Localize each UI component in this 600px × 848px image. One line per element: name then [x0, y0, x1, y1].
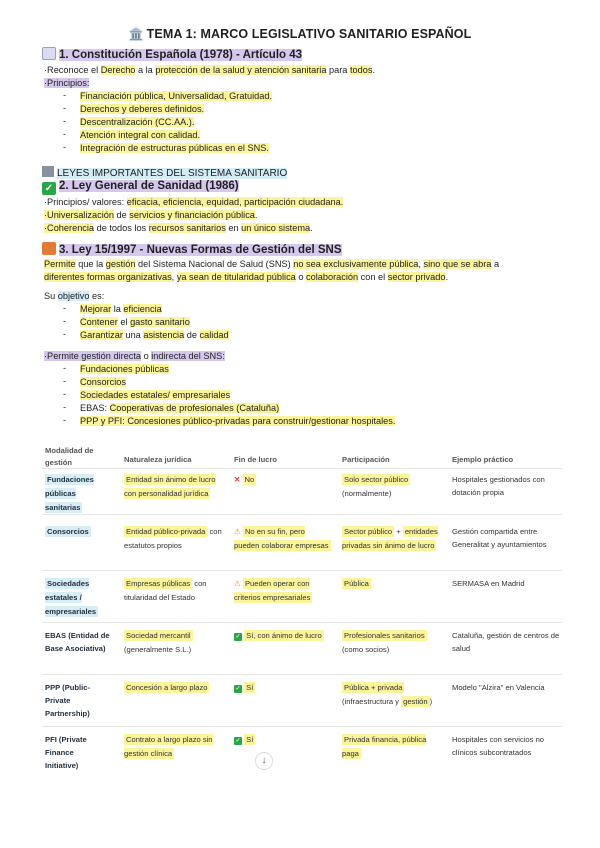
table-cell: Profesionales sanitarios (como socios) — [342, 631, 425, 654]
table-cell: Entidad público-privada con estatutos propios — [124, 527, 222, 550]
bank-icon: 🏛️ — [128, 27, 144, 41]
s3-para-line1: Permite que la gestión del Sistema Nacional de Salud (SNS) no sea exclusivamente pública, sino que se abra a — [44, 259, 500, 269]
table-cell: Sector público + entidades privadas sin ánimo de lucro — [342, 527, 438, 550]
table-cell: Empresas públicas con titularidad del Estado — [124, 579, 207, 602]
table-row: PPP (Public-Private Partnership) — [45, 683, 91, 718]
col-header: Modalidad de gestión — [45, 446, 94, 467]
laws-subheading: LEYES IMPORTANTES DEL SISTEMA SANITARIO — [42, 166, 287, 179]
table-cell: Pública + privada (infraestructura y gestión ) — [342, 683, 433, 706]
warning-icon: ⚠ — [234, 579, 241, 588]
table-row: Consorcios — [47, 527, 89, 536]
col-header: Naturaleza jurídica — [124, 455, 192, 464]
table-row: PFI (Private Finance Initiative) — [45, 735, 87, 770]
arrow-down-icon: ↓ — [261, 755, 267, 766]
s1-principios-label: ·Principios: — [44, 78, 90, 88]
table-cell: SERMASA en Madrid — [452, 579, 525, 588]
table-cell: Hospitales con servicios no clínicos subcontratados — [452, 735, 545, 757]
col-header: Participación — [342, 455, 390, 464]
s1-item: Financiación pública, Universalidad, Gratuidad. — [80, 91, 273, 101]
scale-icon — [42, 166, 54, 177]
calendar-icon — [42, 47, 56, 60]
s3-permite: ·Permite gestión directa o indirecta del SNS: — [44, 351, 225, 361]
table-cell: Modelo "Alzira" en Valencia — [452, 683, 545, 692]
objetivo-item: Garantizar una asistencia de calidad — [80, 330, 229, 340]
s3-para-line2: diferentes formas organizativas, ya sean de titularidad pública o colaboración con el sector privado. — [44, 272, 449, 282]
section-3-heading: 3. Ley 15/1997 - Nuevas Formas de Gestión del SNS — [42, 242, 342, 256]
s1-item: Integración de estructuras públicas en el SNS. — [80, 143, 269, 153]
table-cell: Gestión compartida entre Generalitat y ayuntamientos — [452, 527, 547, 549]
table-cell: ⚠ Pueden operar con criterios empresariales — [234, 579, 311, 602]
form-item: Fundaciones públicas — [80, 364, 169, 374]
col-header: Ejemplo práctico — [452, 455, 514, 464]
s2-line3: ·Coherencia de todos los recursos sanitarios en un único sistema. — [44, 223, 313, 233]
table-cell: ⚠ No en su fin, pero pueden colaborar empresas — [234, 527, 329, 550]
section-2-heading: ✓ 2. Ley General de Sanidad (1986) — [42, 180, 239, 195]
form-item: Consorcios — [80, 377, 126, 387]
objetivo-item: Contener el gasto sanitario — [80, 317, 190, 327]
table-row: Fundaciones públicas sanitarias — [45, 475, 94, 512]
table-cell: Sociedad mercantil (generalmente S.L.) — [124, 631, 192, 654]
s2-line1: ·Principios/ valores: eficacia, eficiencia, equidad, participación ciudadana. — [44, 197, 344, 207]
s1-item: Descentralización (CC.AA.). — [80, 117, 195, 127]
page-title: 🏛️ TEMA 1: MARCO LEGISLATIVO SANITARIO ESPAÑOL — [128, 27, 472, 41]
table-cell: Contrato a largo plazo sin gestión clínica — [124, 735, 213, 758]
document-page: 🏛️ TEMA 1: MARCO LEGISLATIVO SANITARIO ESPAÑOL 1. Constitución Española (1978) - Artículo 43 ·Reconoce el Derecho a la protección de la salud y atención sanitaria para todos. ·Principios: - Financiación pública, Universalidad, Gratuidad. - Derechos y deberes definidos. - Descentralización (CC.AA.). - Atención integral con calidad. - Integración de estructuras públicas en el SNS. LEYES IMPORTANTES DEL SISTEMA SANITARIO ✓ 2. Ley General de Sanidad (1986) ·Principios/ valores: eficacia, eficiencia, equidad, participación ciudadana. ·Universalización de servicios y financiación pública. ·Coherencia de todos los recursos sanitarios en un único sistema. 3. Ley 15/1997 - Nuevas Formas de Gestión del SNS Permite que la gestión del Sistema Nacional de Salud (SNS) no sea exclusivamente pública, sino que se abra a diferentes formas organizativas, ya sean de titularidad pública o colaboración con el sector privado. Su objetivo es: - Mejorar la eficiencia - Contener el gasto sanitario - Garantizar una asistencia de calidad ·Permite gestión directa o indirecta del SNS: - Fundaciones públicas - Consorcios - Sociedades estatales/ empresariales - EBAS: Cooperativas de profesionales (Cataluña) - PPP y PFI: Concesiones público-privadas para construir/gestionar hospitales. Modalidad de gestión Naturaleza jurídica Fin de lucro Participación Ejemplo práctico Fundaciones públicas sanitarias Entidad sin ánimo de lucro con personalidad jurídica ✕ No Solo sector público (normalmente) Hospitales gestionados con dotación propia Consorcios Entidad público-privada con estatutos propios ⚠ No en su fin, pero pueden colaborar empresas Sector público + entidades privadas sin ánimo de lucro Gestión compartida entre Generalitat y ayuntamientos Sociedades estatales / empresariales Empresas públicas con titularidad del Estado ⚠ Pueden operar con criterios empresariales Pública SERMASA en Madrid EBAS (Entidad de Base Asociativa) Sociedad mercantil (generalmente S.L.) ✓ Sí, con ánimo de lucro Profesionales sanitarios (como socios) Cataluña, gestión de centros de salud PPP (Public-Private Partnership) Concesión a largo plazo ✓ Sí Pública + privada (infraestructura y gestión ) Modelo "Alzira" en Valencia PFI (Private Finance Initiative) Contrato a largo plazo sin gestión clínica ✓ Sí Privada financia, pública paga Hospitales con servicios no clínicos subcontratados ↓ — [0, 0, 600, 848]
table-row: Sociedades estatales / empresariales — [45, 579, 97, 616]
s1-item: Derechos y deberes definidos. — [80, 104, 205, 114]
check-icon: ✓ — [42, 182, 56, 195]
check-icon: ✓ — [235, 738, 241, 744]
cross-icon: ✕ — [234, 475, 241, 484]
s1-item: Atención integral con calidad. — [80, 130, 201, 140]
table-cell: ✓ Sí, con ánimo de lucro — [235, 631, 322, 640]
table-row: EBAS (Entidad de Base Asociativa) — [45, 631, 110, 653]
table-cell: ✕ No — [234, 475, 255, 484]
check-icon: ✓ — [235, 634, 241, 640]
table-cell: ✓ Sí — [235, 735, 254, 744]
table-cell: Pública — [344, 579, 369, 588]
col-header: Fin de lucro — [234, 455, 278, 464]
s3-objetivo: Su objetivo es: — [44, 291, 105, 301]
scroll-down-button[interactable] — [255, 752, 273, 770]
table-cell: Privada financia, pública paga — [342, 735, 427, 758]
table-cell: Entidad sin ánimo de lucro con personalidad jurídica — [124, 475, 216, 498]
table-cell: Solo sector público (normalmente) — [342, 475, 409, 498]
table-cell: Cataluña, gestión de centros de salud — [452, 631, 560, 653]
form-item: PPP y PFI: Concesiones público-privadas para construir/gestionar hospitales. — [80, 416, 396, 426]
check-icon: ✓ — [235, 686, 241, 692]
objetivo-item: Mejorar la eficiencia — [80, 304, 162, 314]
table-cell: ✓ Sí — [235, 683, 254, 692]
s1-line1: ·Reconoce el Derecho a la protección de la salud y atención sanitaria para todos. — [44, 65, 375, 75]
table-cell: Hospitales gestionados con dotación propia — [452, 475, 545, 497]
warning-icon: ⚠ — [234, 527, 241, 536]
s2-line2: ·Universalización de servicios y financiación pública. — [44, 210, 258, 220]
form-item: EBAS: Cooperativas de profesionales (Cataluña) — [80, 403, 280, 413]
table-cell: Concesión a largo plazo — [126, 683, 208, 692]
section-1-heading: 1. Constitución Española (1978) - Artículo 43 — [42, 47, 302, 61]
building-icon — [42, 242, 56, 255]
form-item: Sociedades estatales/ empresariales — [80, 390, 231, 400]
